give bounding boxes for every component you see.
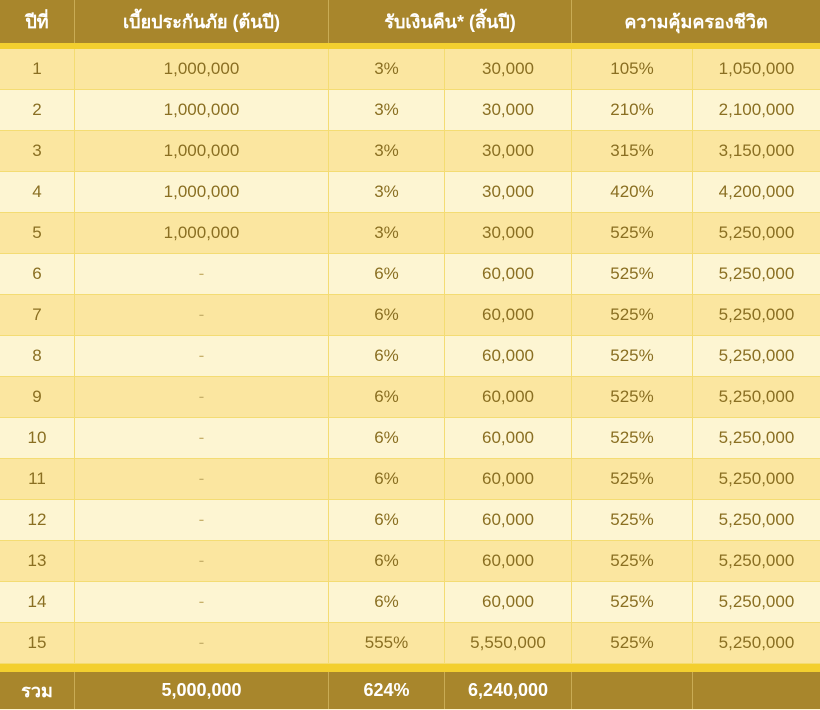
cell-year: 12 bbox=[0, 500, 75, 540]
cell-coverage-percent: 525% bbox=[572, 541, 693, 581]
cell-year: 10 bbox=[0, 418, 75, 458]
cell-coverage-percent: 525% bbox=[572, 377, 693, 417]
cell-return-percent: 3% bbox=[329, 49, 445, 89]
cell-coverage-amount: 1,050,000 bbox=[718, 59, 795, 78]
cell-premium: 1,000,000 bbox=[75, 49, 329, 89]
cell-return-percent: 555% bbox=[329, 623, 445, 663]
header-premium: เบี้ยประกันภัย (ต้นปี) bbox=[75, 0, 329, 43]
cell-return-amount: 5,550,000 bbox=[445, 623, 572, 663]
cell-return-amount: 60,000 bbox=[445, 377, 572, 417]
cell-coverage-amount: 3,150,000 bbox=[718, 141, 795, 160]
cell-coverage-percent: 525% bbox=[572, 418, 693, 458]
cell-premium: 1,000,000 bbox=[75, 90, 329, 130]
table-row bbox=[0, 500, 820, 541]
cell-return-percent: 6% bbox=[329, 377, 445, 417]
total-return-percent: 624% bbox=[329, 672, 445, 709]
cell-premium: 1,000,000 bbox=[75, 131, 329, 171]
total-return-amount: 6,240,000 bbox=[445, 672, 572, 709]
cell-coverage-amount: 5,250,000 bbox=[718, 633, 795, 652]
table-row bbox=[0, 131, 820, 172]
table-row bbox=[0, 172, 820, 213]
total-premium: 5,000,000 bbox=[75, 672, 329, 709]
cell-year: 13 bbox=[0, 541, 75, 581]
cell-return-percent: 6% bbox=[329, 459, 445, 499]
cell-year: 9 bbox=[0, 377, 75, 417]
table-header bbox=[0, 0, 820, 43]
cell-year: 14 bbox=[0, 582, 75, 622]
cell-return-percent: 6% bbox=[329, 295, 445, 335]
cell-coverage-percent: 525% bbox=[572, 254, 693, 294]
cell-coverage-percent: 420% bbox=[572, 172, 693, 212]
cell-premium: - bbox=[75, 377, 329, 417]
cell-premium: 1,000,000 bbox=[75, 213, 329, 253]
table-row bbox=[0, 336, 820, 377]
header-cash-return: รับเงินคืน* (สิ้นปี) bbox=[329, 0, 572, 43]
table-row bbox=[0, 541, 820, 582]
cell-coverage-percent: 525% bbox=[572, 623, 693, 663]
total-row bbox=[0, 672, 820, 709]
cell-coverage-amount: 4,200,000 bbox=[718, 182, 795, 201]
cell-return-percent: 6% bbox=[329, 336, 445, 376]
cell-coverage-amount: 5,250,000 bbox=[718, 346, 795, 365]
cell-return-amount: 60,000 bbox=[445, 541, 572, 581]
cell-year: 2 bbox=[0, 90, 75, 130]
cell-coverage-amount: 5,250,000 bbox=[718, 387, 795, 406]
cell-return-amount: 30,000 bbox=[445, 90, 572, 130]
cell-year: 1 bbox=[0, 49, 75, 89]
cell-return-percent: 3% bbox=[329, 172, 445, 212]
cell-coverage-amount: 5,250,000 bbox=[718, 510, 795, 529]
cell-premium: - bbox=[75, 582, 329, 622]
cell-coverage-percent: 525% bbox=[572, 213, 693, 253]
cell-premium: - bbox=[75, 500, 329, 540]
table-row bbox=[0, 582, 820, 623]
cell-premium: - bbox=[75, 418, 329, 458]
cell-coverage-amount: 5,250,000 bbox=[718, 305, 795, 324]
cell-premium: - bbox=[75, 623, 329, 663]
cell-coverage-amount: 5,250,000 bbox=[718, 264, 795, 283]
table-row bbox=[0, 49, 820, 90]
cell-return-amount: 30,000 bbox=[445, 172, 572, 212]
cell-return-percent: 6% bbox=[329, 541, 445, 581]
cell-coverage-percent: 315% bbox=[572, 131, 693, 171]
cell-return-amount: 60,000 bbox=[445, 254, 572, 294]
cell-return-percent: 6% bbox=[329, 418, 445, 458]
cell-return-amount: 60,000 bbox=[445, 582, 572, 622]
cell-premium: - bbox=[75, 295, 329, 335]
cell-coverage-amount: 5,250,000 bbox=[718, 469, 795, 488]
cell-return-amount: 60,000 bbox=[445, 418, 572, 458]
table-row bbox=[0, 623, 820, 664]
cell-year: 5 bbox=[0, 213, 75, 253]
cell-coverage-percent: 525% bbox=[572, 500, 693, 540]
cell-year: 4 bbox=[0, 172, 75, 212]
total-label: รวม bbox=[0, 672, 75, 709]
cell-coverage-amount: 5,250,000 bbox=[718, 592, 795, 611]
cell-premium: - bbox=[75, 459, 329, 499]
cell-return-amount: 30,000 bbox=[445, 213, 572, 253]
table-row bbox=[0, 295, 820, 336]
cell-coverage-amount: 2,100,000 bbox=[718, 100, 795, 119]
table-row bbox=[0, 90, 820, 131]
header-year: ปีที่ bbox=[0, 0, 75, 43]
cell-return-percent: 6% bbox=[329, 500, 445, 540]
cell-year: 7 bbox=[0, 295, 75, 335]
cell-return-percent: 6% bbox=[329, 582, 445, 622]
cell-coverage-percent: 105% bbox=[572, 49, 693, 89]
table-row bbox=[0, 418, 820, 459]
cell-coverage-amount: 5,250,000 bbox=[718, 551, 795, 570]
cell-return-amount: 60,000 bbox=[445, 295, 572, 335]
cell-coverage-percent: 210% bbox=[572, 90, 693, 130]
cell-return-amount: 60,000 bbox=[445, 459, 572, 499]
table-row bbox=[0, 213, 820, 254]
cell-return-amount: 30,000 bbox=[445, 49, 572, 89]
total-coverage-percent bbox=[572, 672, 693, 709]
cell-return-amount: 60,000 bbox=[445, 336, 572, 376]
cell-return-percent: 3% bbox=[329, 90, 445, 130]
cell-coverage-amount: 5,250,000 bbox=[718, 428, 795, 447]
cell-return-percent: 3% bbox=[329, 131, 445, 171]
cell-coverage-percent: 525% bbox=[572, 336, 693, 376]
total-coverage-amount bbox=[693, 672, 820, 709]
cell-return-percent: 6% bbox=[329, 254, 445, 294]
cell-year: 3 bbox=[0, 131, 75, 171]
total-divider bbox=[0, 664, 820, 672]
table-row bbox=[0, 459, 820, 500]
cell-return-amount: 30,000 bbox=[445, 131, 572, 171]
cell-year: 11 bbox=[0, 459, 75, 499]
table-row bbox=[0, 377, 820, 418]
table-body bbox=[0, 49, 820, 664]
cell-premium: - bbox=[75, 541, 329, 581]
cell-coverage-amount: 5,250,000 bbox=[718, 223, 795, 242]
cell-premium: 1,000,000 bbox=[75, 172, 329, 212]
cell-coverage-percent: 525% bbox=[572, 582, 693, 622]
table-row bbox=[0, 254, 820, 295]
cell-return-amount: 60,000 bbox=[445, 500, 572, 540]
cell-return-percent: 3% bbox=[329, 213, 445, 253]
cell-year: 6 bbox=[0, 254, 75, 294]
cell-year: 15 bbox=[0, 623, 75, 663]
cell-coverage-percent: 525% bbox=[572, 459, 693, 499]
header-coverage: ความคุ้มครองชีวิต bbox=[624, 12, 768, 32]
cell-year: 8 bbox=[0, 336, 75, 376]
cell-coverage-percent: 525% bbox=[572, 295, 693, 335]
cell-premium: - bbox=[75, 336, 329, 376]
cell-premium: - bbox=[75, 254, 329, 294]
